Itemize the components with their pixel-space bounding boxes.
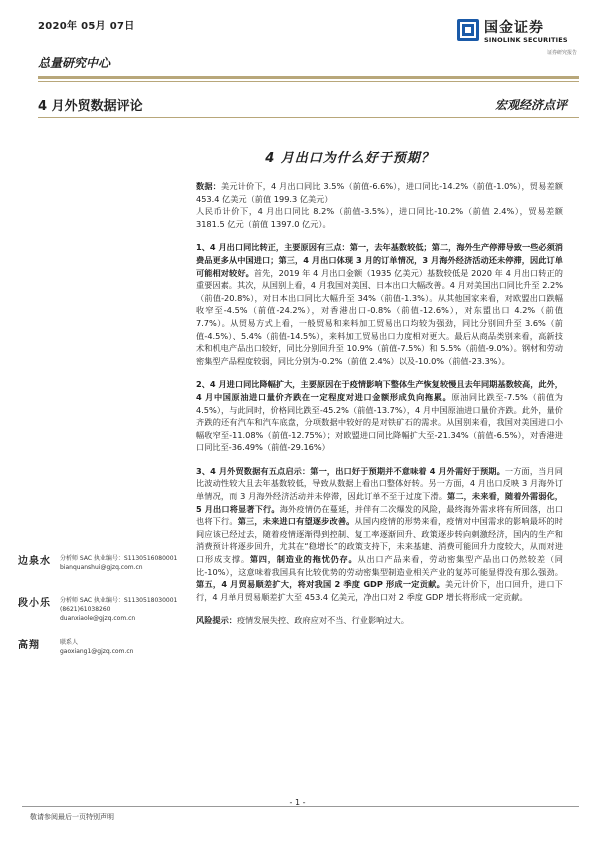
risk-label: 风险提示： <box>196 615 237 626</box>
paragraph-1 <box>196 241 563 367</box>
analyst-sac: 分析师 SAC 执业编号：S1130516080001 <box>60 555 178 562</box>
paragraph-3-text-b: 海外疫情仍在蔓延，并伴有二次爆发的风险，最终海外需求将有所回落，出口也将下行。 <box>196 503 563 527</box>
analyst-name: 边泉水 <box>18 556 51 567</box>
paragraph-3-point-2: 第二，未来看，随着外需弱化，5 月出口将显著下行。 <box>196 491 563 514</box>
analyst-email[interactable]: duanxiaole@gjzq.com.cn <box>60 615 136 622</box>
paragraph-2-text: 原油同比跌至-7.5%（前值为 4.5%），与此同时，价格同比跌至-45.2%（前值-13.7%），4 月中国原油进口量价齐跌。此外，量价齐跌的还有汽车和汽车底盘，分项数据中较好的是对铁矿石的需求。从国别来看，我国对美国进口小幅收窄至-11.08%（前值-12.75%）；对欧盟进口同比降幅扩大至-21.34%（前值-6.5%），对香港进口同比至-36.49%（前值-29.16%） <box>196 391 563 453</box>
paragraph-3 <box>196 465 563 604</box>
report-body <box>196 180 563 638</box>
paragraph-3-point-3: 第三，未来进口有望逐步改善。 <box>237 516 355 527</box>
analyst-name: 高翔 <box>18 640 40 651</box>
analyst-phone: (8621)61038260 <box>60 606 111 613</box>
analyst-info <box>60 596 177 623</box>
disclaimer-note: 敬请参阅最后一页特别声明 <box>30 813 114 821</box>
analyst-email[interactable]: bianquanshui@gjzq.com.cn <box>60 564 143 571</box>
data-paragraph <box>196 180 563 230</box>
data-usd: 美元计价下，4 月出口同比 3.5%（前值-6.6%），进口同比-14.2%（前值-1.0%），贸易差额 453.4 亿美元（前值 199.3 亿美元） <box>196 181 563 204</box>
analyst-card <box>18 636 188 678</box>
paragraph-3-text-e: 美元计价下，出口回升，进口下行，4 月单月贸易顺差扩大至 453.4 亿美元，净出口对 2 季度 GDP 增长将形成一定贡献。 <box>196 579 563 602</box>
header-divider-bottom <box>38 117 579 118</box>
main-title: 4 月出口为什么好于预期？ <box>265 151 435 166</box>
analyst-list <box>18 552 188 678</box>
analyst-role: 联系人 <box>60 639 79 646</box>
logo-en-text: SINOLINK SECURITIES <box>484 36 568 44</box>
paragraph-3-point-5: 第五，4 月贸易顺差扩大，将对我国 2 季度 GDP 形成一定贡献。 <box>196 579 446 590</box>
header-divider-thin <box>38 81 579 82</box>
risk-paragraph <box>196 614 563 627</box>
paragraph-3-heading: 3、4 月外贸数据有五点启示：第一，出口好于预期并不意味着 4 月外需好于预期。 <box>196 465 505 476</box>
analyst-info <box>60 554 177 572</box>
risk-text: 疫情发展失控、政府应对不当、行业影响过大。 <box>236 615 409 626</box>
analyst-card <box>18 594 188 636</box>
paragraph-3-text-c: 从国内疫情的形势来看，疫情对中国需求的影响最坏的时间应该已经过去，随着疫情逐渐得到控制、复工率逐渐回升、政策逐步转向刺激经济，国内的生产和消费预计将逐步回升，尤其在“稳增长”的政策支持下，未来基建、消费可能回升力度较大，从而对进口形成支撑。 <box>196 516 563 565</box>
analyst-sac: 分析师 SAC 执业编号：S1130518030001 <box>60 597 178 604</box>
analyst-card <box>18 552 188 594</box>
header-divider-top <box>38 76 579 79</box>
report-type: 宏观经济点评 <box>494 98 567 112</box>
analyst-name: 段小乐 <box>18 598 51 609</box>
page-number: - 1 - <box>289 798 306 807</box>
paragraph-2 <box>196 378 563 454</box>
paragraph-3-point-4: 第四，制造业的拖忧仍存。 <box>249 554 358 565</box>
paragraph-3-text-a: 一方面，当月同比波动性较大且去年基数较低，导致从数据上看出口整体好转。另一方面，4 月出口反映 3 月海外订单情况，而 3 月海外经济活动并未停滞，因此订单不至于过度下滑。 <box>196 465 563 502</box>
logo-subtitle: 证券研究报告 <box>546 50 577 56</box>
report-date: 2020年 05月 07日 <box>38 21 135 32</box>
paragraph-1-text: 首先，2019 年 4 月出口金额（1935 亿美元）基数较低是 2020 年 4 月出口转正的重要因素。其次，从国别上看，4 月我国对美国、日本出口大幅改善。4 月对美国出口同比升至 2.2%（前值-20.8%），对日本出口同比大幅升至 34%（前值-1.3%）。从其他国家来看，对欧盟出口跌幅收窄至-4.5%（前值-24.2%），对香港出口-0.8%（前值-12.6%），对东盟出口 4.2%（前值 7.7%）。从贸易方式上看，一般贸易和来料加工贸易出口均较为强劲，同比分别回升至 3.6%（前值-4.5%）、5.4%（前值-14.5%），来料加工贸易出口力度相对更大。最后从商品类别来看，高新技术和机电产品出口较好，同比分别回升至 10.9%（前值-7.5%）和 5.5%（前值-9.0%）。钢材和劳动密集型产品程度较弱，同比分别为-0.2%（前值 2.4%）以及-10.0%（前值-23.3%）。 <box>196 267 563 366</box>
research-center: 总量研究中心 <box>38 56 111 70</box>
logo-mark-icon <box>457 19 479 41</box>
paragraph-2-heading: 2、4 月进口同比降幅扩大，主要原因在于疫情影响下整体生产恢复较慢且去年同期基数较高，此外，4 月中国原油进口量价齐跌在一定程度对进口金额形成负向拖累。 <box>196 379 563 402</box>
report-title: 4 月外贸数据评论 <box>38 99 143 114</box>
data-label: 数据： <box>196 181 222 191</box>
logo-cn-text: 国金证券 <box>484 20 544 36</box>
analyst-email[interactable]: gaoxiang1@gjzq.com.cn <box>60 648 134 655</box>
analyst-info <box>60 638 133 656</box>
sinolink-logo <box>457 16 579 56</box>
paragraph-1-heading: 1、4 月出口同比转正，主要原因有三点：第一，去年基数较低；第二，海外生产停滞导致一些必须消费品更多从中国进口；第三，4 月出口体现 3 月的订单情况，3 月海外经济活动还未停滞，因此订单可能相对较好。 <box>196 242 563 278</box>
data-rmb: 人民币计价下，4 月出口同比 8.2%（前值-3.5%），进口同比-10.2%（前值 2.4%），贸易差额 3181.5 亿元（前值 1397.0 亿元）。 <box>196 206 563 229</box>
paragraph-3-text-d: 从出口产品来看，劳动密集型产品出口仍然较差（同比-10%），这意味着我国具有比较优势的劳动密集型制造业相关产业的复苏可能显得没有那么强劲。 <box>196 554 563 577</box>
